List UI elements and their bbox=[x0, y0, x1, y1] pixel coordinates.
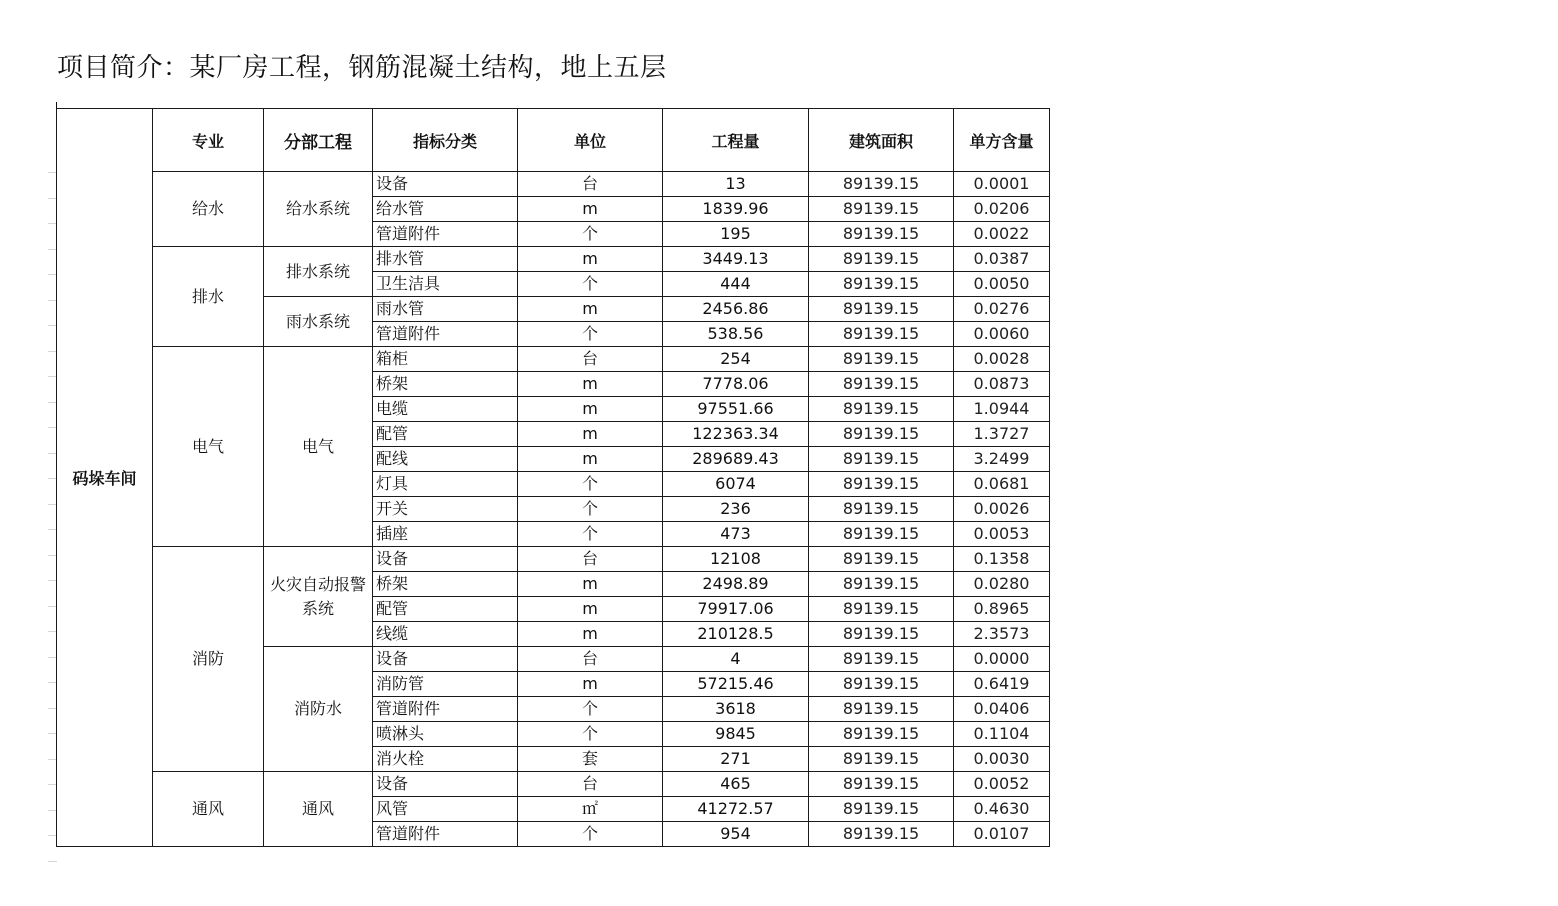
quantity-cell: 3618 bbox=[663, 697, 809, 722]
ratio-cell: 0.0406 bbox=[954, 697, 1050, 722]
quantity-cell: 4 bbox=[663, 647, 809, 672]
quantity-cell: 2456.86 bbox=[663, 297, 809, 322]
quantity-cell: 1839.96 bbox=[663, 197, 809, 222]
category-cell: 设备 bbox=[373, 172, 518, 197]
division-cell: 给水系统 bbox=[264, 172, 373, 247]
area-cell: 89139.15 bbox=[809, 572, 954, 597]
quantity-cell: 41272.57 bbox=[663, 797, 809, 822]
ratio-cell: 0.0028 bbox=[954, 347, 1050, 372]
area-cell: 89139.15 bbox=[809, 697, 954, 722]
unit-cell: 个 bbox=[518, 822, 663, 847]
specialty-cell: 通风 bbox=[153, 772, 264, 847]
area-cell: 89139.15 bbox=[809, 222, 954, 247]
category-cell: 雨水管 bbox=[373, 297, 518, 322]
ratio-cell: 0.1104 bbox=[954, 722, 1050, 747]
category-cell: 配管 bbox=[373, 422, 518, 447]
division-cell: 通风 bbox=[264, 772, 373, 847]
area-cell: 89139.15 bbox=[809, 272, 954, 297]
quantity-cell: 254 bbox=[663, 347, 809, 372]
table-row bbox=[57, 247, 1050, 272]
header-indicator: 指标分类 bbox=[373, 109, 518, 172]
ratio-cell: 0.0060 bbox=[954, 322, 1050, 347]
area-cell: 89139.15 bbox=[809, 372, 954, 397]
gutter-tick bbox=[48, 861, 57, 862]
ratio-cell: 1.0944 bbox=[954, 397, 1050, 422]
ratio-cell: 0.0873 bbox=[954, 372, 1050, 397]
category-cell: 喷淋头 bbox=[373, 722, 518, 747]
header-ratio: 单方含量 bbox=[954, 109, 1050, 172]
ratio-cell: 2.3573 bbox=[954, 622, 1050, 647]
quantity-cell: 7778.06 bbox=[663, 372, 809, 397]
table-row bbox=[57, 547, 1050, 572]
unit-cell: 套 bbox=[518, 747, 663, 772]
ratio-cell: 0.0206 bbox=[954, 197, 1050, 222]
quantity-cell: 444 bbox=[663, 272, 809, 297]
unit-cell: m bbox=[518, 197, 663, 222]
header-unit: 单位 bbox=[518, 109, 663, 172]
ratio-cell: 1.3727 bbox=[954, 422, 1050, 447]
ratio-cell: 0.1358 bbox=[954, 547, 1050, 572]
quantity-cell: 465 bbox=[663, 772, 809, 797]
quantity-cell: 13 bbox=[663, 172, 809, 197]
unit-cell: m bbox=[518, 622, 663, 647]
category-cell: 消火栓 bbox=[373, 747, 518, 772]
specialty-cell: 给水 bbox=[153, 172, 264, 247]
area-cell: 89139.15 bbox=[809, 597, 954, 622]
specialty-cell: 消防 bbox=[153, 547, 264, 772]
area-cell: 89139.15 bbox=[809, 322, 954, 347]
ratio-cell: 0.0022 bbox=[954, 222, 1050, 247]
area-cell: 89139.15 bbox=[809, 472, 954, 497]
ratio-cell: 3.2499 bbox=[954, 447, 1050, 472]
area-cell: 89139.15 bbox=[809, 647, 954, 672]
header-division: 分部工程 bbox=[264, 109, 373, 172]
unit-cell: 台 bbox=[518, 172, 663, 197]
category-cell: 风管 bbox=[373, 797, 518, 822]
ratio-cell: 0.0030 bbox=[954, 747, 1050, 772]
unit-cell: m bbox=[518, 247, 663, 272]
area-cell: 89139.15 bbox=[809, 347, 954, 372]
category-cell: 桥架 bbox=[373, 372, 518, 397]
quantity-cell: 289689.43 bbox=[663, 447, 809, 472]
ratio-cell: 0.6419 bbox=[954, 672, 1050, 697]
category-cell: 管道附件 bbox=[373, 222, 518, 247]
area-cell: 89139.15 bbox=[809, 822, 954, 847]
quantity-cell: 210128.5 bbox=[663, 622, 809, 647]
quantity-cell: 79917.06 bbox=[663, 597, 809, 622]
area-cell: 89139.15 bbox=[809, 547, 954, 572]
quantity-cell: 12108 bbox=[663, 547, 809, 572]
ratio-cell: 0.0387 bbox=[954, 247, 1050, 272]
unit-cell: m bbox=[518, 397, 663, 422]
header-specialty: 专业 bbox=[153, 109, 264, 172]
quantity-cell: 538.56 bbox=[663, 322, 809, 347]
category-cell: 管道附件 bbox=[373, 322, 518, 347]
unit-cell: m bbox=[518, 597, 663, 622]
ratio-cell: 0.0053 bbox=[954, 522, 1050, 547]
category-cell: 配线 bbox=[373, 447, 518, 472]
area-cell: 89139.15 bbox=[809, 622, 954, 647]
ratio-cell: 0.0001 bbox=[954, 172, 1050, 197]
quantity-cell: 9845 bbox=[663, 722, 809, 747]
category-cell: 开关 bbox=[373, 497, 518, 522]
specialty-cell: 排水 bbox=[153, 247, 264, 347]
ratio-cell: 0.0107 bbox=[954, 822, 1050, 847]
area-cell: 89139.15 bbox=[809, 397, 954, 422]
unit-cell: 个 bbox=[518, 222, 663, 247]
page-title: 项目简介：某厂房工程，钢筋混凝土结构，地上五层 bbox=[57, 53, 667, 83]
unit-cell: 个 bbox=[518, 472, 663, 497]
area-cell: 89139.15 bbox=[809, 722, 954, 747]
quantity-cell: 3449.13 bbox=[663, 247, 809, 272]
unit-cell: 个 bbox=[518, 522, 663, 547]
quantity-cell: 195 bbox=[663, 222, 809, 247]
unit-cell: m bbox=[518, 372, 663, 397]
unit-cell: 台 bbox=[518, 347, 663, 372]
area-cell: 89139.15 bbox=[809, 747, 954, 772]
area-cell: 89139.15 bbox=[809, 297, 954, 322]
quantity-cell: 122363.34 bbox=[663, 422, 809, 447]
ratio-cell: 0.0026 bbox=[954, 497, 1050, 522]
unit-cell: 个 bbox=[518, 272, 663, 297]
area-cell: 89139.15 bbox=[809, 672, 954, 697]
category-cell: 箱柜 bbox=[373, 347, 518, 372]
specialty-cell: 电气 bbox=[153, 347, 264, 547]
table-row bbox=[57, 172, 1050, 197]
category-cell: 管道附件 bbox=[373, 822, 518, 847]
quantity-cell: 473 bbox=[663, 522, 809, 547]
workshop-cell: 码垛车间 bbox=[57, 109, 153, 847]
unit-cell: m bbox=[518, 297, 663, 322]
unit-cell: m bbox=[518, 447, 663, 472]
area-cell: 89139.15 bbox=[809, 522, 954, 547]
category-cell: 配管 bbox=[373, 597, 518, 622]
category-cell: 给水管 bbox=[373, 197, 518, 222]
division-cell: 排水系统 bbox=[264, 247, 373, 297]
unit-cell: 个 bbox=[518, 322, 663, 347]
unit-cell: 台 bbox=[518, 647, 663, 672]
area-cell: 89139.15 bbox=[809, 797, 954, 822]
division-cell: 火灾自动报警系统 bbox=[264, 547, 373, 647]
table-row bbox=[57, 772, 1050, 797]
table-row bbox=[57, 347, 1050, 372]
unit-cell: 个 bbox=[518, 497, 663, 522]
unit-cell: 台 bbox=[518, 547, 663, 572]
ratio-cell: 0.8965 bbox=[954, 597, 1050, 622]
quantity-cell: 2498.89 bbox=[663, 572, 809, 597]
category-cell: 线缆 bbox=[373, 622, 518, 647]
category-cell: 设备 bbox=[373, 647, 518, 672]
area-cell: 89139.15 bbox=[809, 247, 954, 272]
unit-cell: 个 bbox=[518, 697, 663, 722]
category-cell: 桥架 bbox=[373, 572, 518, 597]
header-row bbox=[57, 109, 1050, 172]
ratio-cell: 0.0280 bbox=[954, 572, 1050, 597]
unit-cell: m bbox=[518, 422, 663, 447]
category-cell: 管道附件 bbox=[373, 697, 518, 722]
category-cell: 电缆 bbox=[373, 397, 518, 422]
area-cell: 89139.15 bbox=[809, 422, 954, 447]
ratio-cell: 0.4630 bbox=[954, 797, 1050, 822]
ratio-cell: 0.0000 bbox=[954, 647, 1050, 672]
quantity-cell: 271 bbox=[663, 747, 809, 772]
category-cell: 卫生洁具 bbox=[373, 272, 518, 297]
unit-cell: m bbox=[518, 572, 663, 597]
unit-cell: m bbox=[518, 672, 663, 697]
area-cell: 89139.15 bbox=[809, 447, 954, 472]
unit-cell: 台 bbox=[518, 772, 663, 797]
ratio-cell: 0.0276 bbox=[954, 297, 1050, 322]
category-cell: 设备 bbox=[373, 772, 518, 797]
division-cell: 电气 bbox=[264, 347, 373, 547]
unit-cell: 个 bbox=[518, 722, 663, 747]
category-cell: 灯具 bbox=[373, 472, 518, 497]
category-cell: 排水管 bbox=[373, 247, 518, 272]
quantity-cell: 6074 bbox=[663, 472, 809, 497]
area-cell: 89139.15 bbox=[809, 197, 954, 222]
area-cell: 89139.15 bbox=[809, 772, 954, 797]
ratio-cell: 0.0052 bbox=[954, 772, 1050, 797]
quantity-cell: 954 bbox=[663, 822, 809, 847]
unit-cell: ㎡ bbox=[518, 797, 663, 822]
header-area: 建筑面积 bbox=[809, 109, 954, 172]
quantity-cell: 236 bbox=[663, 497, 809, 522]
division-cell: 消防水 bbox=[264, 647, 373, 772]
header-quantity: 工程量 bbox=[663, 109, 809, 172]
category-cell: 消防管 bbox=[373, 672, 518, 697]
index-table bbox=[56, 108, 1050, 847]
quantity-cell: 97551.66 bbox=[663, 397, 809, 422]
category-cell: 插座 bbox=[373, 522, 518, 547]
area-cell: 89139.15 bbox=[809, 497, 954, 522]
division-cell: 雨水系统 bbox=[264, 297, 373, 347]
category-cell: 设备 bbox=[373, 547, 518, 572]
ratio-cell: 0.0681 bbox=[954, 472, 1050, 497]
area-cell: 89139.15 bbox=[809, 172, 954, 197]
ratio-cell: 0.0050 bbox=[954, 272, 1050, 297]
quantity-cell: 57215.46 bbox=[663, 672, 809, 697]
